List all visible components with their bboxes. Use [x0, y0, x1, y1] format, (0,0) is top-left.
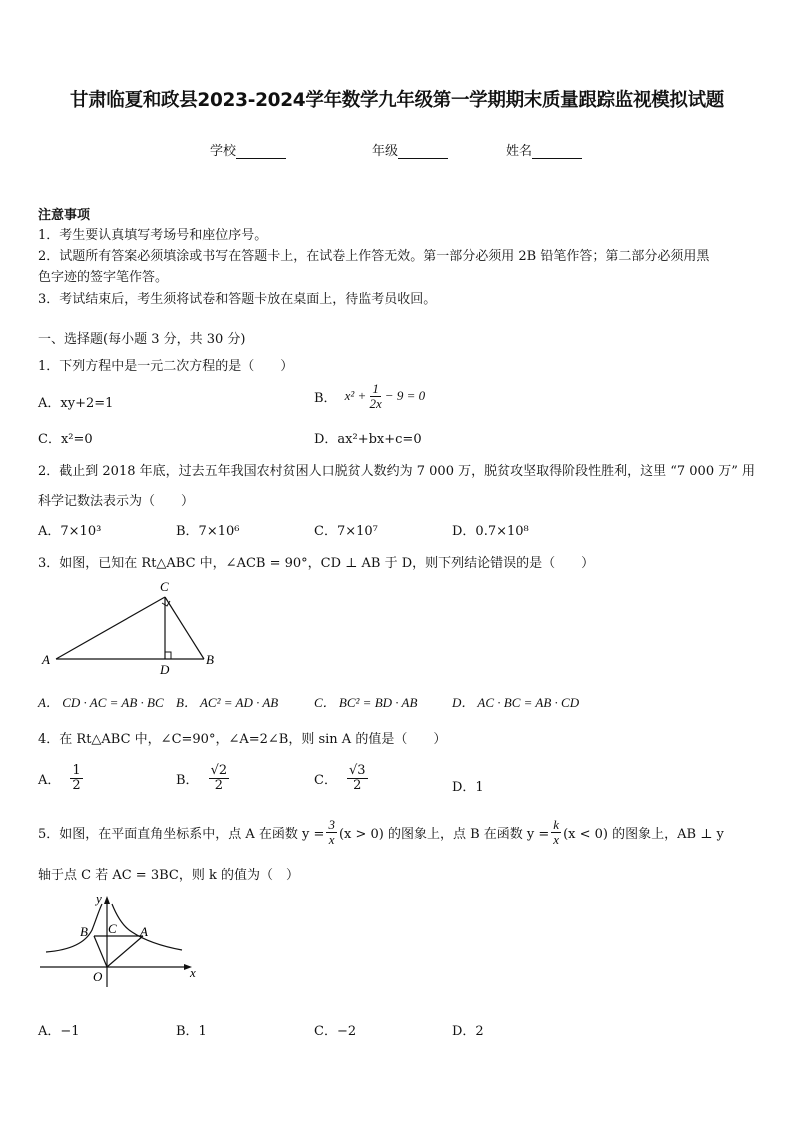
school-label: 学校	[210, 144, 237, 159]
q3-option-c[interactable]: C． BC² = BD · AB	[314, 695, 418, 710]
q4-option-c[interactable]: C． $\frac{√3}{2}$	[314, 763, 366, 793]
vertex-label-a: A	[42, 652, 50, 667]
notice-item: 色字迹的签字笔作答。	[38, 270, 169, 285]
question-4-stem: 4．在 Rt△ABC 中，∠C=90°，∠A=2∠B，则 sin A 的值是（ ）	[38, 732, 447, 747]
q1-option-b[interactable]: B． x² + $\frac{1}{2x}$ − 9 = 0	[314, 381, 426, 411]
name-field[interactable]	[506, 140, 582, 159]
vertex-label-d: D	[160, 662, 170, 676]
point-label-b: B	[80, 924, 88, 939]
origin-label: O	[93, 969, 103, 984]
q3-option-d[interactable]: D． AC · BC = AB · CD	[452, 695, 580, 710]
section-heading: 一、选择题(每小题 3 分，共 30 分)	[38, 332, 246, 347]
question-2-stem-cont: 科学记数法表示为（ ）	[38, 494, 195, 509]
q2-option-a[interactable]: A．7×10³	[38, 524, 102, 539]
point-label-a: A	[140, 924, 148, 939]
q5-option-b[interactable]: B．1	[176, 1024, 207, 1039]
q4-option-d[interactable]: D．1	[452, 780, 484, 795]
y-axis-label: y	[96, 891, 102, 906]
question-5-stem: 5．如图，在平面直角坐标系中，点 A 在函数 y = $\frac{3}{x}$ (x > 0) 的图象上，点 B 在函数 y = $\frac{k}{x}$ (x < 0) 的图象上，AB ⊥ y	[38, 817, 724, 847]
point-label-c: C	[108, 921, 117, 936]
page-title: 甘肃临夏和政县2023-2024学年数学九年级第一学期期末质量跟踪监视模拟试题	[70, 90, 724, 111]
x-axis-label: x	[190, 965, 196, 980]
question-1-stem: 1．下列方程中是一元二次方程的是（ ）	[38, 359, 294, 374]
notice-heading: 注意事项	[38, 208, 91, 223]
grade-label: 年级	[372, 144, 399, 159]
vertex-label-b: B	[206, 652, 214, 667]
q1-option-c[interactable]: C．x²=0	[38, 432, 93, 447]
q3-option-b[interactable]: B． AC² = AD · AB	[176, 695, 279, 710]
notice-item: 1．考生要认真填写考场号和座位序号。	[38, 228, 268, 243]
q4-option-a[interactable]: A． $\frac{1}{2}$	[38, 763, 81, 793]
question-3-stem: 3．如图，已知在 Rt△ABC 中，∠ACB = 90°，CD ⊥ AB 于 D，则下列结论错误的是（ ）	[38, 556, 595, 571]
name-label: 姓名	[506, 144, 533, 159]
q5-option-d[interactable]: D．2	[452, 1024, 484, 1039]
q2-option-c[interactable]: C．7×10⁷	[314, 524, 378, 539]
coordinate-figure	[36, 890, 206, 990]
notice-item: 2．试题所有答案必须填涂或书写在答题卡上，在试卷上作答无效。第一部分必须用 2B 铅笔作答；第二部分必须用黑	[38, 249, 710, 264]
vertex-label-c: C	[160, 579, 169, 594]
school-field[interactable]	[210, 140, 286, 159]
q4-option-b[interactable]: B． $\frac{√2}{2}$	[176, 763, 228, 793]
grade-field[interactable]	[372, 140, 448, 159]
question-2-stem: 2．截止到 2018 年底，过去五年我国农村贫困人口脱贫人数约为 7 000 万，脱贫攻坚取得阶段性胜利，这里 “7 000 万” 用	[38, 464, 756, 479]
q5-option-c[interactable]: C．−2	[314, 1024, 357, 1039]
question-5-stem-cont: 轴于点 C 若 AC = 3BC，则 k 的值为（ ）	[38, 868, 299, 883]
q1-option-a[interactable]: A．xy+2=1	[38, 396, 114, 411]
q2-option-b[interactable]: B．7×10⁶	[176, 524, 240, 539]
q1-option-d[interactable]: D．ax²+bx+c=0	[314, 432, 422, 447]
q2-option-d[interactable]: D．0.7×10⁸	[452, 524, 529, 539]
q5-option-a[interactable]: A．−1	[38, 1024, 80, 1039]
q3-option-a[interactable]: A． CD · AC = AB · BC	[38, 695, 164, 710]
notice-item: 3．考试结束后，考生须将试卷和答题卡放在桌面上，待监考员收回。	[38, 292, 437, 307]
triangle-figure	[36, 576, 226, 676]
